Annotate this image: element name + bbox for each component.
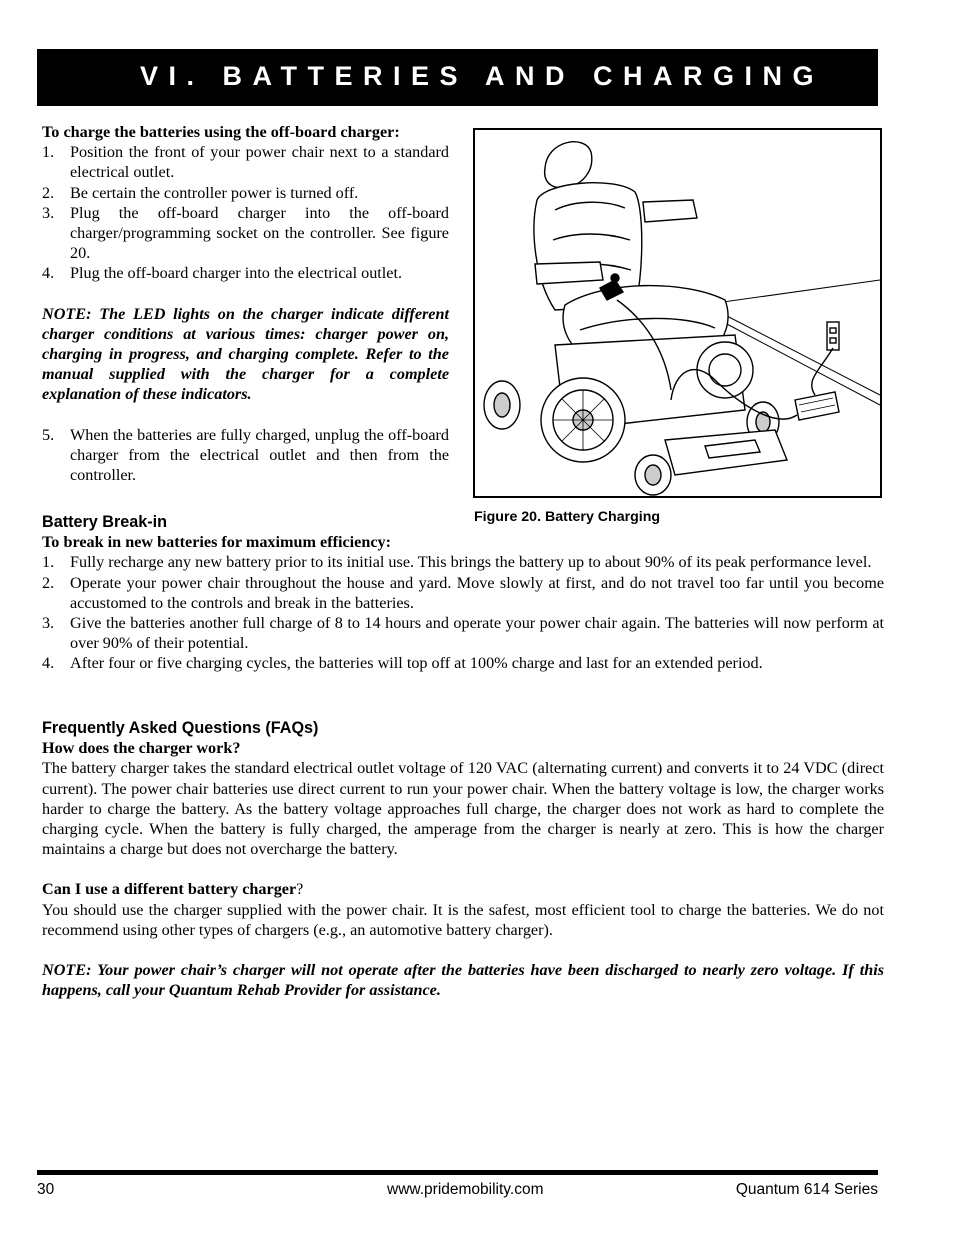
step-text: Be certain the controller power is turned off. xyxy=(70,183,359,202)
section-banner xyxy=(37,49,878,106)
breakin-heading: Battery Break-in xyxy=(42,513,168,531)
list-item xyxy=(42,613,884,653)
section-title: VI. BATTERIES AND CHARGING xyxy=(140,61,825,91)
step-number: 2. xyxy=(42,183,55,202)
discharge-note: NOTE: Your power chair’s charger will not operate after the batteries have been discharged to nearly zero voltage. If this happens, call your Quantum Rehab Provider for assistance. xyxy=(42,961,884,1000)
battery-charging-figure xyxy=(473,128,882,498)
product-series: Quantum 614 Series xyxy=(735,1181,878,1198)
list-item xyxy=(42,203,449,264)
faq-answer: You should use the charger supplied with the power chair. It is the safest, most efficient tool to charge the batteries. We do not recommend using other types of chargers (e.g., an automotive battery charger). xyxy=(42,900,884,939)
step-text: Position the front of your power chair next to a standard electrical outlet. xyxy=(70,143,449,182)
step-text: Plug the off-board charger into the electrical outlet. xyxy=(70,264,403,283)
list-item xyxy=(42,263,449,283)
website-url: www.pridemobility.com xyxy=(387,1181,544,1198)
faq-question-2 xyxy=(42,879,884,899)
step-number: 1. xyxy=(42,143,55,162)
battery-breakin-section xyxy=(42,512,884,674)
charging-steps-continued xyxy=(42,425,449,486)
step-number: 1. xyxy=(42,553,55,572)
charging-heading: To charge the batteries using the off-board charger: xyxy=(42,123,400,141)
faq-question-text: Can I use a different battery charger xyxy=(42,880,297,899)
step-text: When the batteries are fully charged, unplug the off-board charger from the electrical outlet and then from the controller. xyxy=(70,425,449,485)
step-text: Fully recharge any new battery prior to its initial use. This brings the battery up to about 90% of its peak performance level. xyxy=(70,553,872,572)
faq-answer: The battery charger takes the standard electrical outlet voltage of 120 VAC (alternating current) and converts it to 24 VDC (direct current). The power chair batteries use direct current to run your power chair. When the battery voltage is low, the charger works harder to charge the battery. As the battery voltage approaches full charge, the charger does not work as hard to complete the charging cycle. When the battery is fully charged, the amperage from the charger is nearly at zero. This is how the charger maintains a charge but does not overcharge the battery. xyxy=(42,759,884,859)
faq-question: How does the charger work? xyxy=(42,739,241,758)
step-number: 2. xyxy=(42,573,55,592)
breakin-subheading: To break in new batteries for maximum efficiency: xyxy=(42,533,392,552)
step-number: 3. xyxy=(42,203,55,222)
list-item xyxy=(42,142,449,182)
faq-heading: Frequently Asked Questions (FAQs) xyxy=(42,719,319,737)
step-number: 4. xyxy=(42,264,55,283)
list-item xyxy=(42,653,884,673)
list-item xyxy=(42,425,449,486)
question-mark: ? xyxy=(296,880,304,899)
charging-steps xyxy=(42,142,449,283)
charging-instructions xyxy=(42,122,449,485)
breakin-steps xyxy=(42,552,884,673)
list-item xyxy=(42,573,884,613)
list-item xyxy=(42,552,884,572)
step-text: Operate your power chair throughout the house and yard. Move slowly at first, and do not travel too far until you become accustomed to the controls and break in the batteries. xyxy=(70,573,884,612)
step-text: Plug the off-board charger into the off-board charger/programming socket on the controller. See figure 20. xyxy=(70,203,449,263)
figure-caption: Figure 20. Battery Charging xyxy=(474,509,661,525)
list-item xyxy=(42,183,449,203)
page-number: 30 xyxy=(37,1181,55,1198)
step-text: After four or five charging cycles, the batteries will top off at 100% charge and last for an extended period. xyxy=(70,654,763,673)
step-number: 3. xyxy=(42,614,55,633)
step-number: 5. xyxy=(42,425,55,444)
led-note: NOTE: The LED lights on the charger indicate different charger conditions at various times: charger power on, charging in progress, and charging complete. Refer to the manual supplied with the charger for a complete explanation of these indicators. xyxy=(42,304,449,404)
step-number: 4. xyxy=(42,654,55,673)
faq-section xyxy=(42,718,884,1000)
step-text: Give the batteries another full charge of 8 to 14 hours and operate your power chair again. The batteries will now perform at over 90% of their potential. xyxy=(70,614,884,653)
power-chair-illustration xyxy=(475,130,880,496)
footer-divider xyxy=(37,1170,878,1175)
